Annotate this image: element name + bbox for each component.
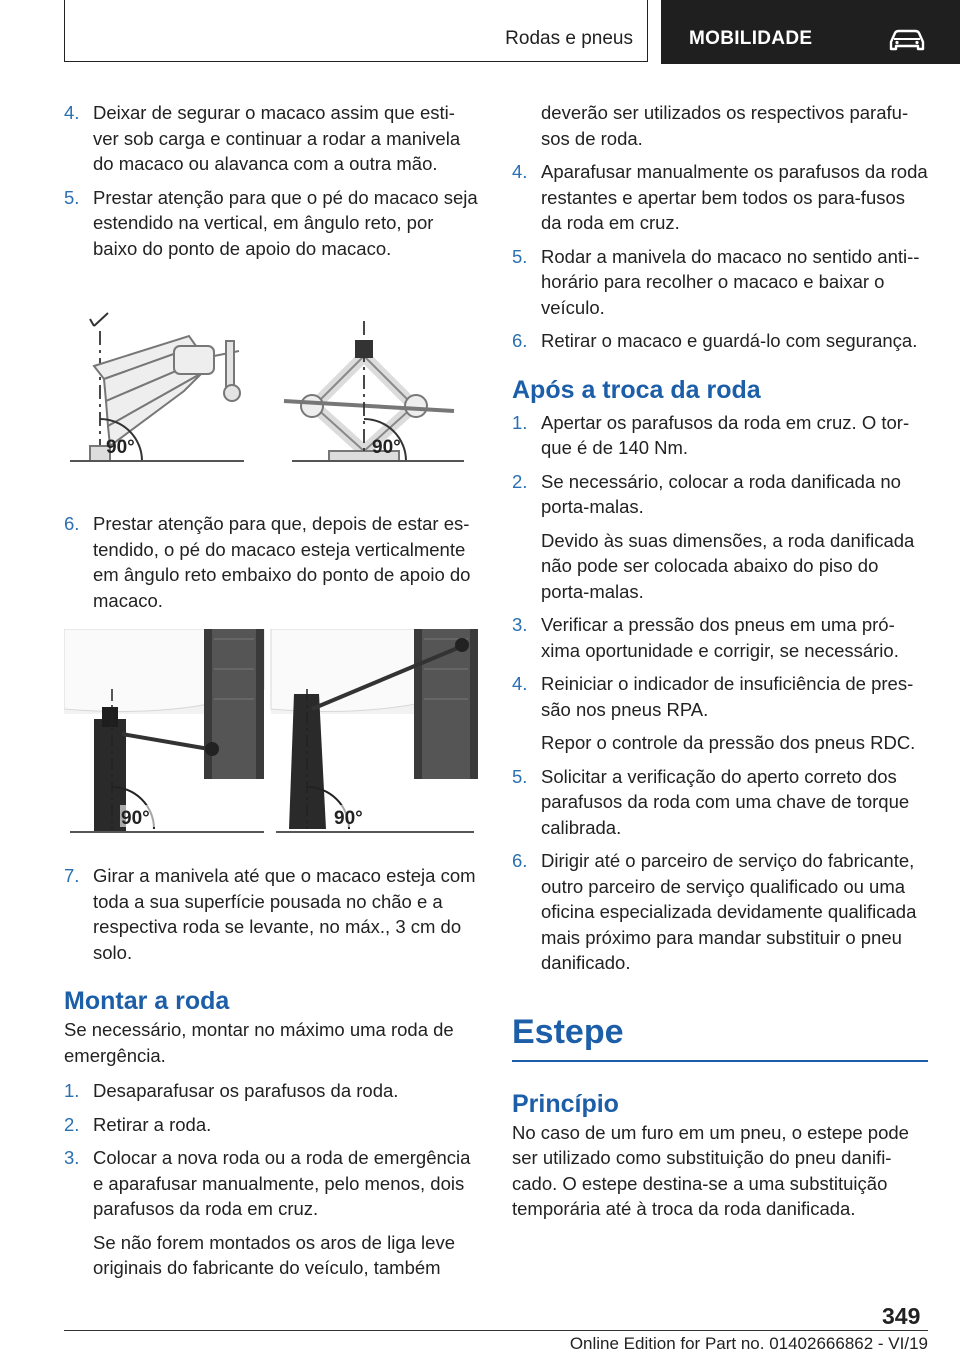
footer-rule [64, 1330, 928, 1331]
list-item [512, 328, 928, 354]
section-heading-principle: Princípio [512, 1089, 619, 1118]
step-note: Se não forem montados os aros de liga leve originais do fabricante do veículo, também [93, 1231, 455, 1278]
step-text: Prestar atenção para que o pé do macaco seja estendido na vertical, em ângulo reto, por baixo do ponto de apoio do macaco. [93, 186, 478, 259]
step-text: Desaparafusar os parafusos da roda. [93, 1080, 399, 1101]
continued-text: deverão ser utilizados os respectivos parafu-sos de roda. [541, 102, 909, 149]
step-number: 5. [64, 186, 80, 208]
mount-intro: Se necessário, montar no máximo uma roda de emergência. [64, 1019, 454, 1066]
jack-photos [64, 629, 478, 839]
angle-label: 90° [334, 808, 363, 829]
list-item [64, 863, 478, 965]
step-number: 7. [64, 865, 80, 886]
step-number: 3. [64, 1147, 80, 1168]
step-text: Verificar a pressão dos pneus em uma pró-xima oportunidade e corrigir, se necessário. [541, 614, 899, 661]
step-text: Colocar a nova roda ou a roda de emergência e aparafusar manualmente, pelo menos, dois parafusos da roda em cruz. [93, 1147, 471, 1219]
list-item [512, 159, 928, 236]
list-item [512, 764, 928, 841]
step-number: 3. [512, 614, 528, 635]
step-note: Repor o controle da pressão dos pneus RDC. [541, 732, 916, 753]
principle-text: No caso de um furo em um pneu, o estepe pode ser utilizado como substituição do pneu danifi-cado. O estepe destina-se a uma substituição temporária até à troca da roda danificada. [512, 1121, 909, 1219]
step-number: 4. [512, 673, 528, 694]
section-heading-after: Após a troca da roda [512, 375, 761, 404]
step-text: Solicitar a verificação do aperto correto dos parafusos da roda com uma chave de torque calibrada. [541, 765, 910, 838]
page-number: 349 [882, 1303, 921, 1329]
jack-photo-figure [64, 629, 478, 839]
header-section-title: Rodas e pneus [505, 28, 633, 49]
list-item [64, 100, 478, 177]
car-icon [888, 28, 926, 52]
step-number: 2. [64, 1113, 80, 1135]
jack-diagram [64, 311, 478, 511]
header-category-box [661, 0, 960, 64]
section-heading-mount: Montar a roda [64, 987, 230, 1015]
list-item [64, 1078, 478, 1104]
step-number: 6. [512, 330, 528, 351]
step-text: Reiniciar o indicador de insuficiência de pres-são nos pneus RPA. [541, 673, 914, 720]
right-column [512, 100, 928, 1222]
step-number: 4. [512, 161, 528, 182]
list-item [512, 244, 928, 321]
step-number: 4. [64, 102, 80, 123]
footer-edition: Online Edition for Part no. 01402666862 - VI/19 [569, 1334, 928, 1353]
list-item [512, 612, 928, 663]
step-text: Aparafusar manualmente os parafusos da roda restantes e apertar bem todos os para-fusos da roda em cruz. [541, 161, 928, 233]
list-item [512, 671, 928, 756]
header-section-box [64, 0, 648, 62]
step-number: 1. [64, 1080, 80, 1101]
step-number: 2. [512, 470, 528, 492]
list-item [64, 511, 478, 613]
step-text: Retirar o macaco e guardá-lo com segurança. [541, 330, 918, 351]
step-text: Dirigir até o parceiro de serviço do fabricante, outro parceiro de serviço qualificado ou uma oficina especializada devidamente qualificada mais próximo para mandar substituir o pneu danificado. [541, 850, 917, 973]
step-text: Apertar os parafusos da roda em cruz. O tor-que é de 140 Nm. [541, 411, 910, 458]
jack-diagram-figure [64, 311, 478, 511]
list-item [512, 848, 928, 976]
list-item [512, 410, 928, 461]
list-item [64, 185, 478, 262]
step-text: Se necessário, colocar a roda danificada no porta-malas. [541, 470, 901, 517]
step-text: Rodar a manivela do macaco no sentido anti--horário para recolher o macaco e baixar o veículo. [541, 245, 920, 318]
step-number: 6. [64, 513, 80, 534]
section-heading-spare: Estepe [512, 1012, 624, 1051]
step-text: Retirar a roda. [93, 1113, 212, 1135]
left-column [64, 100, 478, 1289]
step-note: Devido às suas dimensões, a roda danificada não pode ser colocada abaixo do piso do porta-malas. [541, 529, 915, 602]
list-item [64, 1145, 478, 1281]
step-text: Prestar atenção para que, depois de estar es-tendido, o pé do macaco esteja verticalmente em ângulo reto embaixo do ponto de apoio do macaco. [93, 513, 471, 611]
page-header [64, 0, 960, 64]
angle-label: 90° [106, 437, 135, 458]
heading-rule [512, 1060, 928, 1062]
list-item [64, 1112, 478, 1138]
angle-label: 90° [121, 808, 150, 829]
list-item [512, 469, 928, 605]
step-number: 5. [512, 245, 528, 267]
angle-label: 90° [372, 437, 401, 458]
step-text: Girar a manivela até que o macaco esteja com toda a sua superfície pousada no chão e a respectiva roda se levante, no máx., 3 cm do solo. [93, 865, 476, 963]
step-number: 5. [512, 765, 528, 787]
step-number: 6. [512, 850, 528, 871]
step-text: Deixar de segurar o macaco assim que esti-ver sob carga e continuar a rodar a manivela do macaco ou alavanca com a outra mão. [93, 102, 461, 174]
step-number: 1. [512, 411, 528, 433]
header-category-title: MOBILIDADE [689, 28, 813, 49]
